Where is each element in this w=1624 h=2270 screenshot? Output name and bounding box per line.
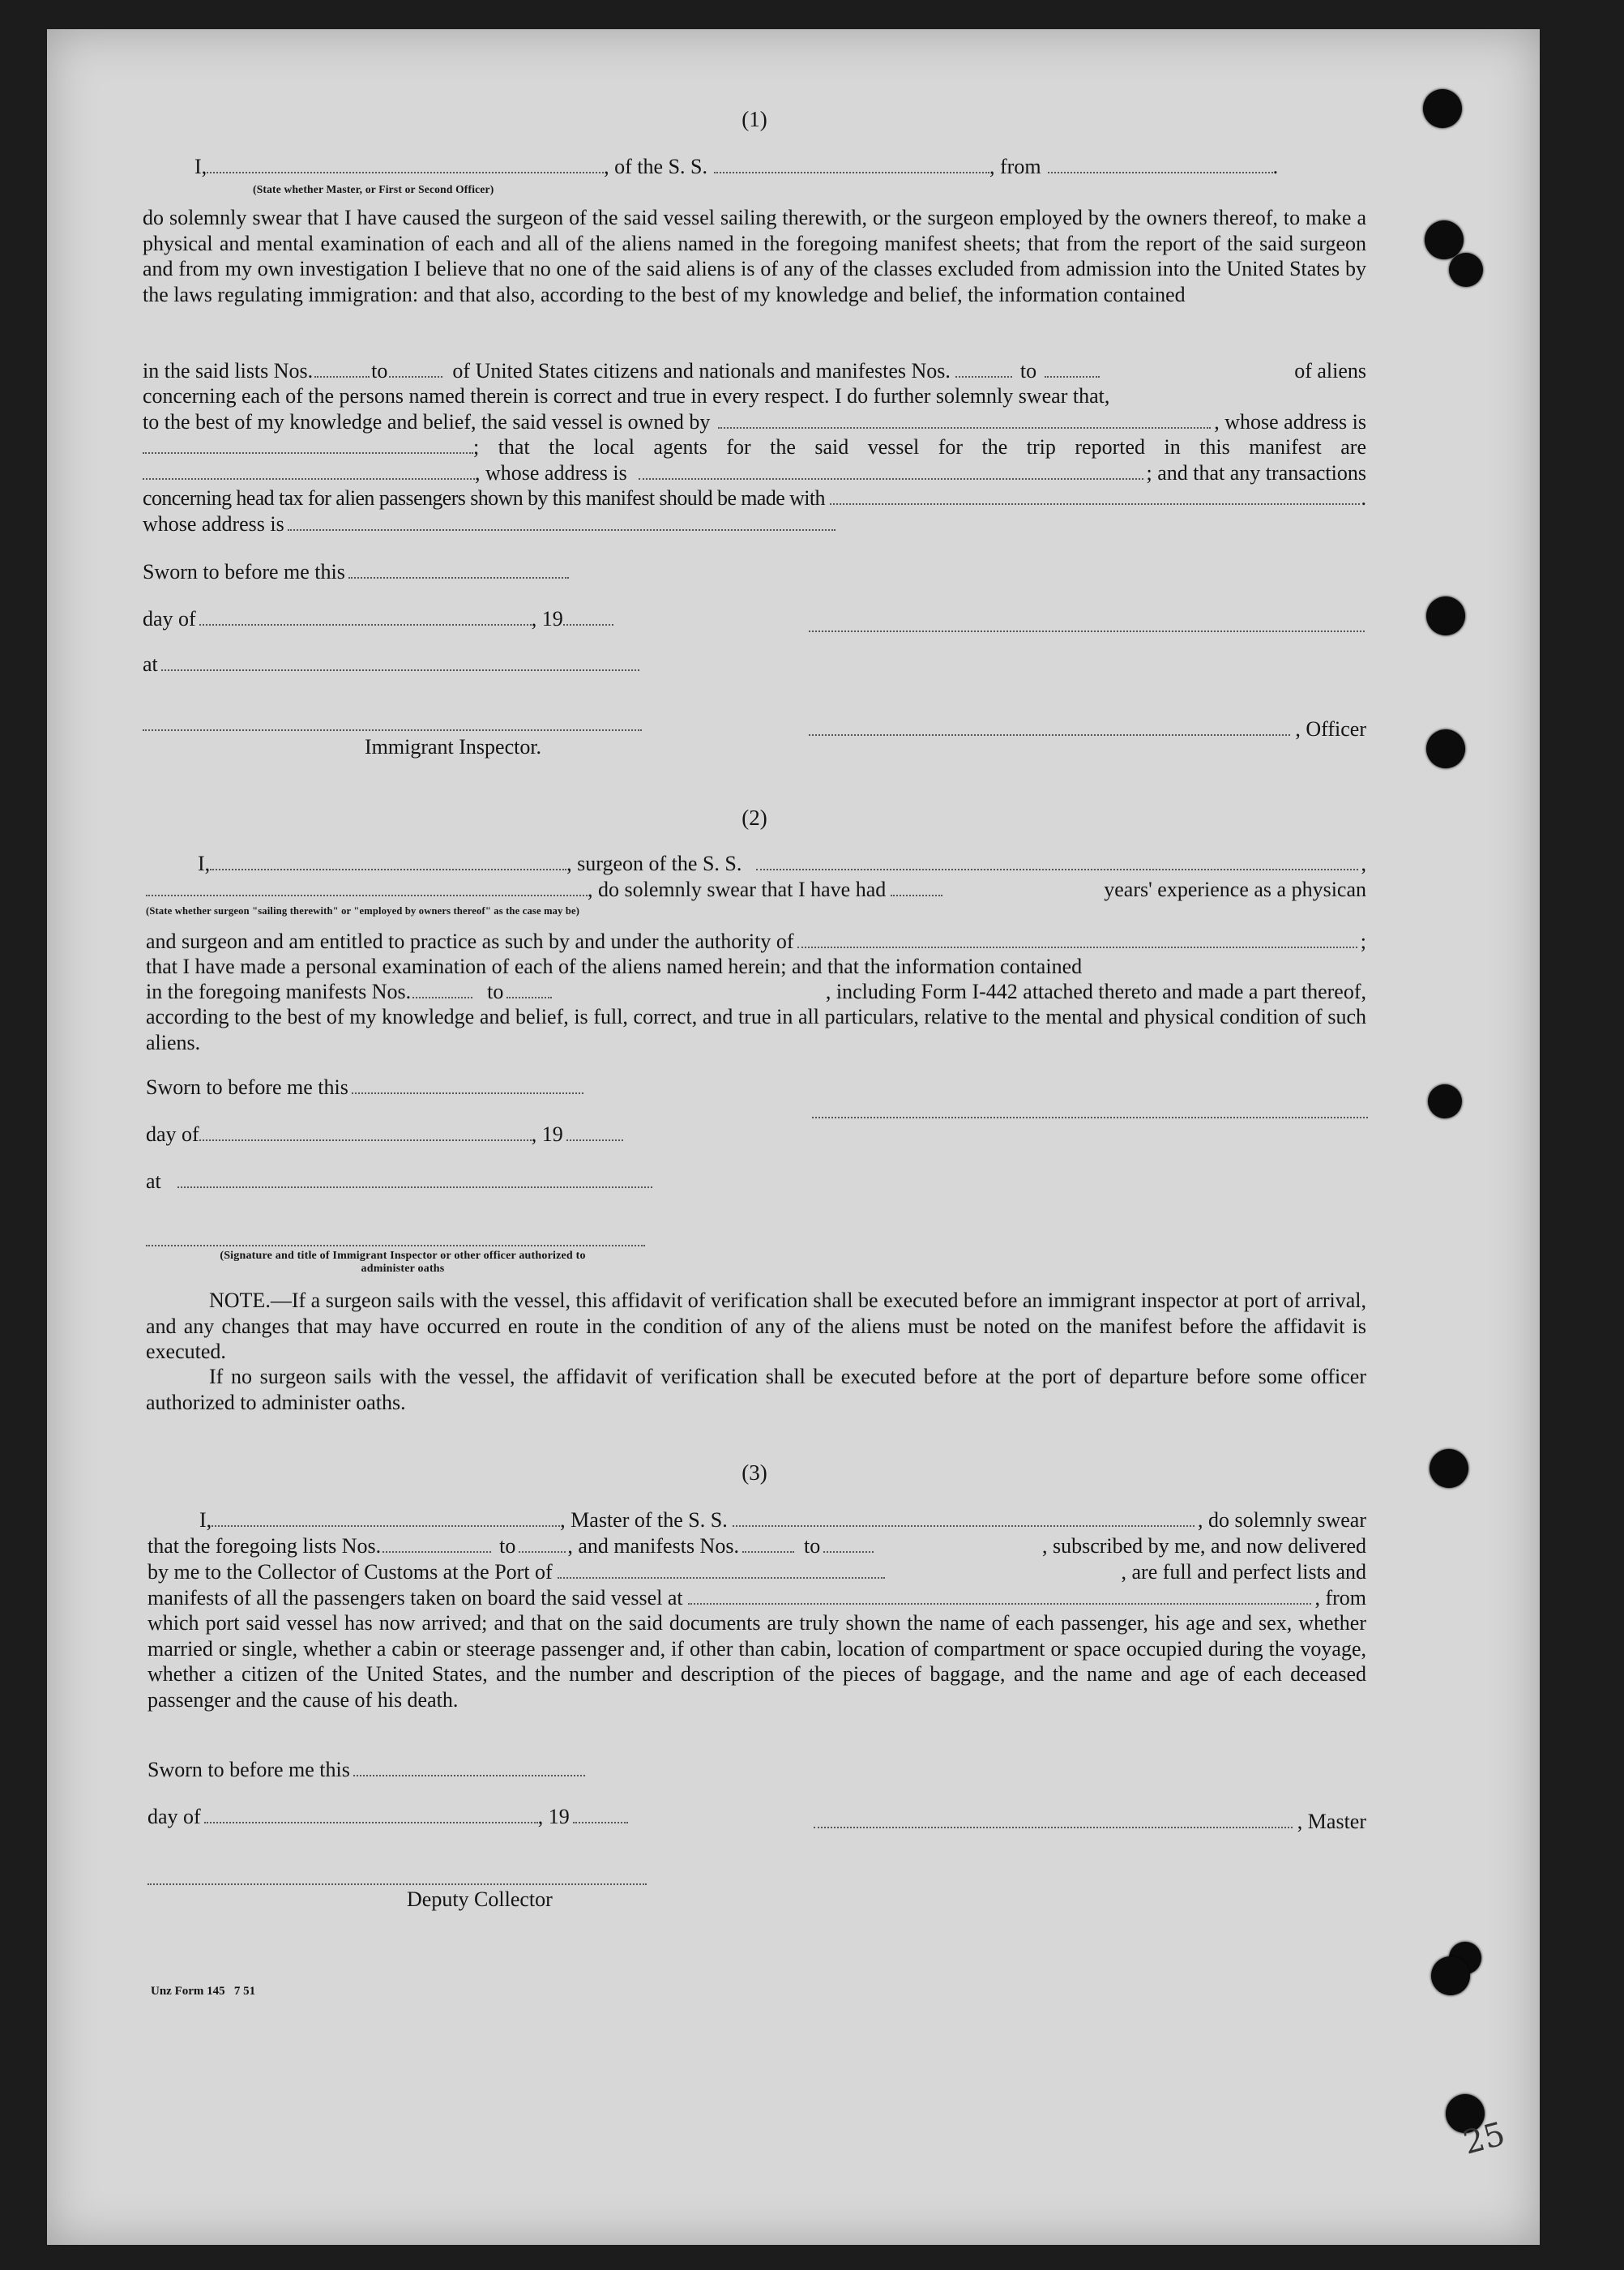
s2-dayof-line: day of , 19 [146,1122,623,1148]
s2-note-a: NOTE.—If a surgeon sails with the vessel, this affidavit of verification shall be executed before an immigrant inspector at port of arrival, and any changes that may have occurred en route in the condition of any of the aliens must be noted on the manifest before the affidavit is executed. [146,1289,1366,1363]
section-2-number: (2) [741,806,767,830]
section-1-number: (1) [741,107,767,131]
s3-list-from-field[interactable] [382,1533,491,1553]
s2-vessel-name-field[interactable] [756,851,1357,870]
s2-line-2: , do solemnly swear that I have had years' experience as a physican [146,877,1366,903]
s1-year-field[interactable] [563,606,613,626]
agent-address-field[interactable] [639,460,1143,480]
s2-year-field[interactable] [566,1122,623,1141]
s3-sworn-date-field[interactable] [353,1757,585,1776]
deputy-collector-signature-field[interactable] [147,1866,647,1885]
s1-address-line: whose address is [143,511,1366,537]
s1-owner-line: to the best of my knowledge and belief, the said vessel is owned by , whose address is [143,410,1366,434]
s1-dayof-line: day of , 19 [143,606,613,632]
s2-manifest-from-field[interactable] [412,979,472,998]
punch-hole [1428,1084,1462,1118]
s3-vessel-name-field[interactable] [733,1507,1194,1527]
deputy-collector-label: Deputy Collector [407,1887,553,1911]
s1-lists-line: in the said lists Nos. to of United States citizens and nationals and manifestes Nos. to of aliens [143,359,1366,383]
years-experience-field[interactable] [891,877,942,896]
section-3-number: (3) [741,1460,767,1485]
handwritten-page-number: 25 [1459,2115,1509,2162]
boarding-port-field[interactable] [688,1585,1312,1605]
master-signature-field[interactable] [814,1809,1293,1828]
s1-headtax-line: concerning head tax for alien passengers shown by this manifest should be made with . [143,486,1366,510]
punch-hole [1426,729,1465,768]
s3-manifest-from-field[interactable] [742,1533,794,1553]
s2-manifest-to-field[interactable] [506,979,552,998]
collector-port-field[interactable] [558,1559,885,1579]
s1-at-field[interactable] [161,652,639,671]
citizen-list-to-field[interactable] [389,358,442,378]
s2-sworn-date-field[interactable] [352,1075,583,1094]
s1-inspector-signature-field[interactable] [143,712,642,731]
s2-sworn-line: Sworn to before me this [146,1075,583,1101]
s2-line-3: and surgeon and am entitled to practice as such by and under the authority of ; [146,930,1366,953]
s1-agent-address-line: , whose address is ; and that any transactions [143,460,1366,486]
s1-paragraph-1: do solemnly swear that I have caused the surgeon of the said vessel sailing therewith, or the surgeon employed by the owners thereof, to make a physical and mental examination of each and all of the aliens named in the foregoing manifest sheets; that from the report of the said surgeon and from my own investigation I believe that no one of the said aliens is of any of the classes excluded from admission into the United States by the laws regulating immigration: and that also, according to the best of my knowledge and belief, the information contained [143,206,1366,306]
s2-signature-note: (Signature and title of Immigrant Inspector or other officer authorized to administer oaths [220,1250,586,1275]
s1-officer-line: , Officer [809,716,1366,742]
s2-month-field[interactable] [199,1122,532,1141]
alien-manifest-from-field[interactable] [955,358,1012,378]
document-sheet [47,29,1540,2245]
s2-paragraph-1: according to the best of my knowledge and belief, is full, correct, and true in all particulars, relative to the mental and physical condition of such aliens. [146,1005,1366,1054]
punch-hole [1423,89,1462,128]
s1-agents-line: ; that the local agents for the said vessel for the trip reported in this manifest are [143,434,1366,460]
s1-line-1: I, , of the S. S. , from . [194,155,1279,178]
practice-authority-field[interactable] [797,929,1357,948]
s2-surgeon-note: (State whether surgeon "sailing therewith" or "employed by owners thereof" as the case may be) [146,905,580,917]
s3-line-1: I, , Master of the S. S. , do solemnly swear [199,1508,1366,1532]
s2-inspector-signature-field[interactable] [146,1227,645,1246]
s3-dayof-line: day of , 19 [147,1804,628,1830]
s3-master-line: , Master [814,1809,1366,1835]
vessel-name-field[interactable] [714,154,989,173]
punch-hole [1449,253,1483,287]
owner-address-field[interactable] [143,434,473,454]
s1-at-line: at [143,652,639,678]
s3-year-field[interactable] [573,1804,628,1823]
s3-list-to-field[interactable] [519,1533,566,1553]
alien-manifest-to-field[interactable] [1045,358,1100,378]
s1-sworn-date-field[interactable] [348,559,569,579]
vessel-owner-field[interactable] [718,409,1211,429]
head-tax-address-field[interactable] [288,511,836,531]
from-port-field[interactable] [1048,154,1273,173]
s2-at-field[interactable] [177,1169,652,1188]
surgeon-status-field[interactable] [146,877,588,896]
head-tax-agent-field[interactable] [830,485,1360,505]
officer-signature-field[interactable] [809,716,1290,736]
s1-paragraph-2: concerning each of the persons named therein is correct and true in every respect. I do further solemnly swear that, [143,384,1110,408]
s3-month-field[interactable] [204,1804,538,1823]
officer-name-field[interactable] [207,154,604,173]
surgeon-name-field[interactable] [210,851,566,870]
local-agents-field[interactable] [143,460,475,480]
s1-inspector-label: Immigrant Inspector. [365,735,542,759]
s1-sworn-line: Sworn to before me this [143,559,569,585]
s2-line-1: I, , surgeon of the S. S. , [198,852,1366,875]
s2-note-b: If no surgeon sails with the vessel, the affidavit of verification shall be executed before at the port of departure before some officer authorized to administer oaths. [146,1365,1366,1414]
s3-line-4: manifests of all the passengers taken on board the said vessel at , from [147,1586,1366,1610]
punch-hole [1425,220,1464,259]
citizen-list-from-field[interactable] [314,358,370,378]
s3-paragraph-1: which port said vessel has now arrived; and that on the said documents are truly shown the name of each passenger, his age and sex, whether married or single, whether a cabin or steerage passenger and, if other than cabin, location of compartment or space occupied during the voyage, whether a citizen of the United States, and the number and description of the pieces of baggage, and the name and age of each deceased passenger and the cause of his death. [147,1611,1366,1712]
s1-officer-note: (State whether Master, or First or Second Officer) [253,183,494,195]
s2-at-line: at [146,1169,652,1195]
s2-line-4: that I have made a personal examination of each of the aliens named herein; and that the information contained [146,955,1083,978]
punch-hole [1431,1956,1470,1995]
punch-hole [1426,596,1465,635]
form-number: Unz Form 145 7 51 [151,1985,256,1998]
s1-month-field[interactable] [199,606,532,626]
punch-hole [1430,1449,1468,1488]
s1-signature-line-top[interactable] [809,613,1365,632]
s2-surgeon-signature-field[interactable] [812,1099,1368,1118]
s3-manifest-to-field[interactable] [823,1533,874,1553]
s3-line-2: that the foregoing lists Nos. to , and manifests Nos. to , subscribed by me, and now delivered [147,1534,1366,1558]
s3-line-3: by me to the Collector of Customs at the Port of , are full and perfect lists and [147,1560,1366,1584]
s3-sworn-line: Sworn to before me this [147,1757,585,1783]
master-name-field[interactable] [212,1507,560,1527]
s2-line-5: in the foregoing manifests Nos. to , including Form I-442 attached thereto and made a part thereof, [146,980,1366,1003]
